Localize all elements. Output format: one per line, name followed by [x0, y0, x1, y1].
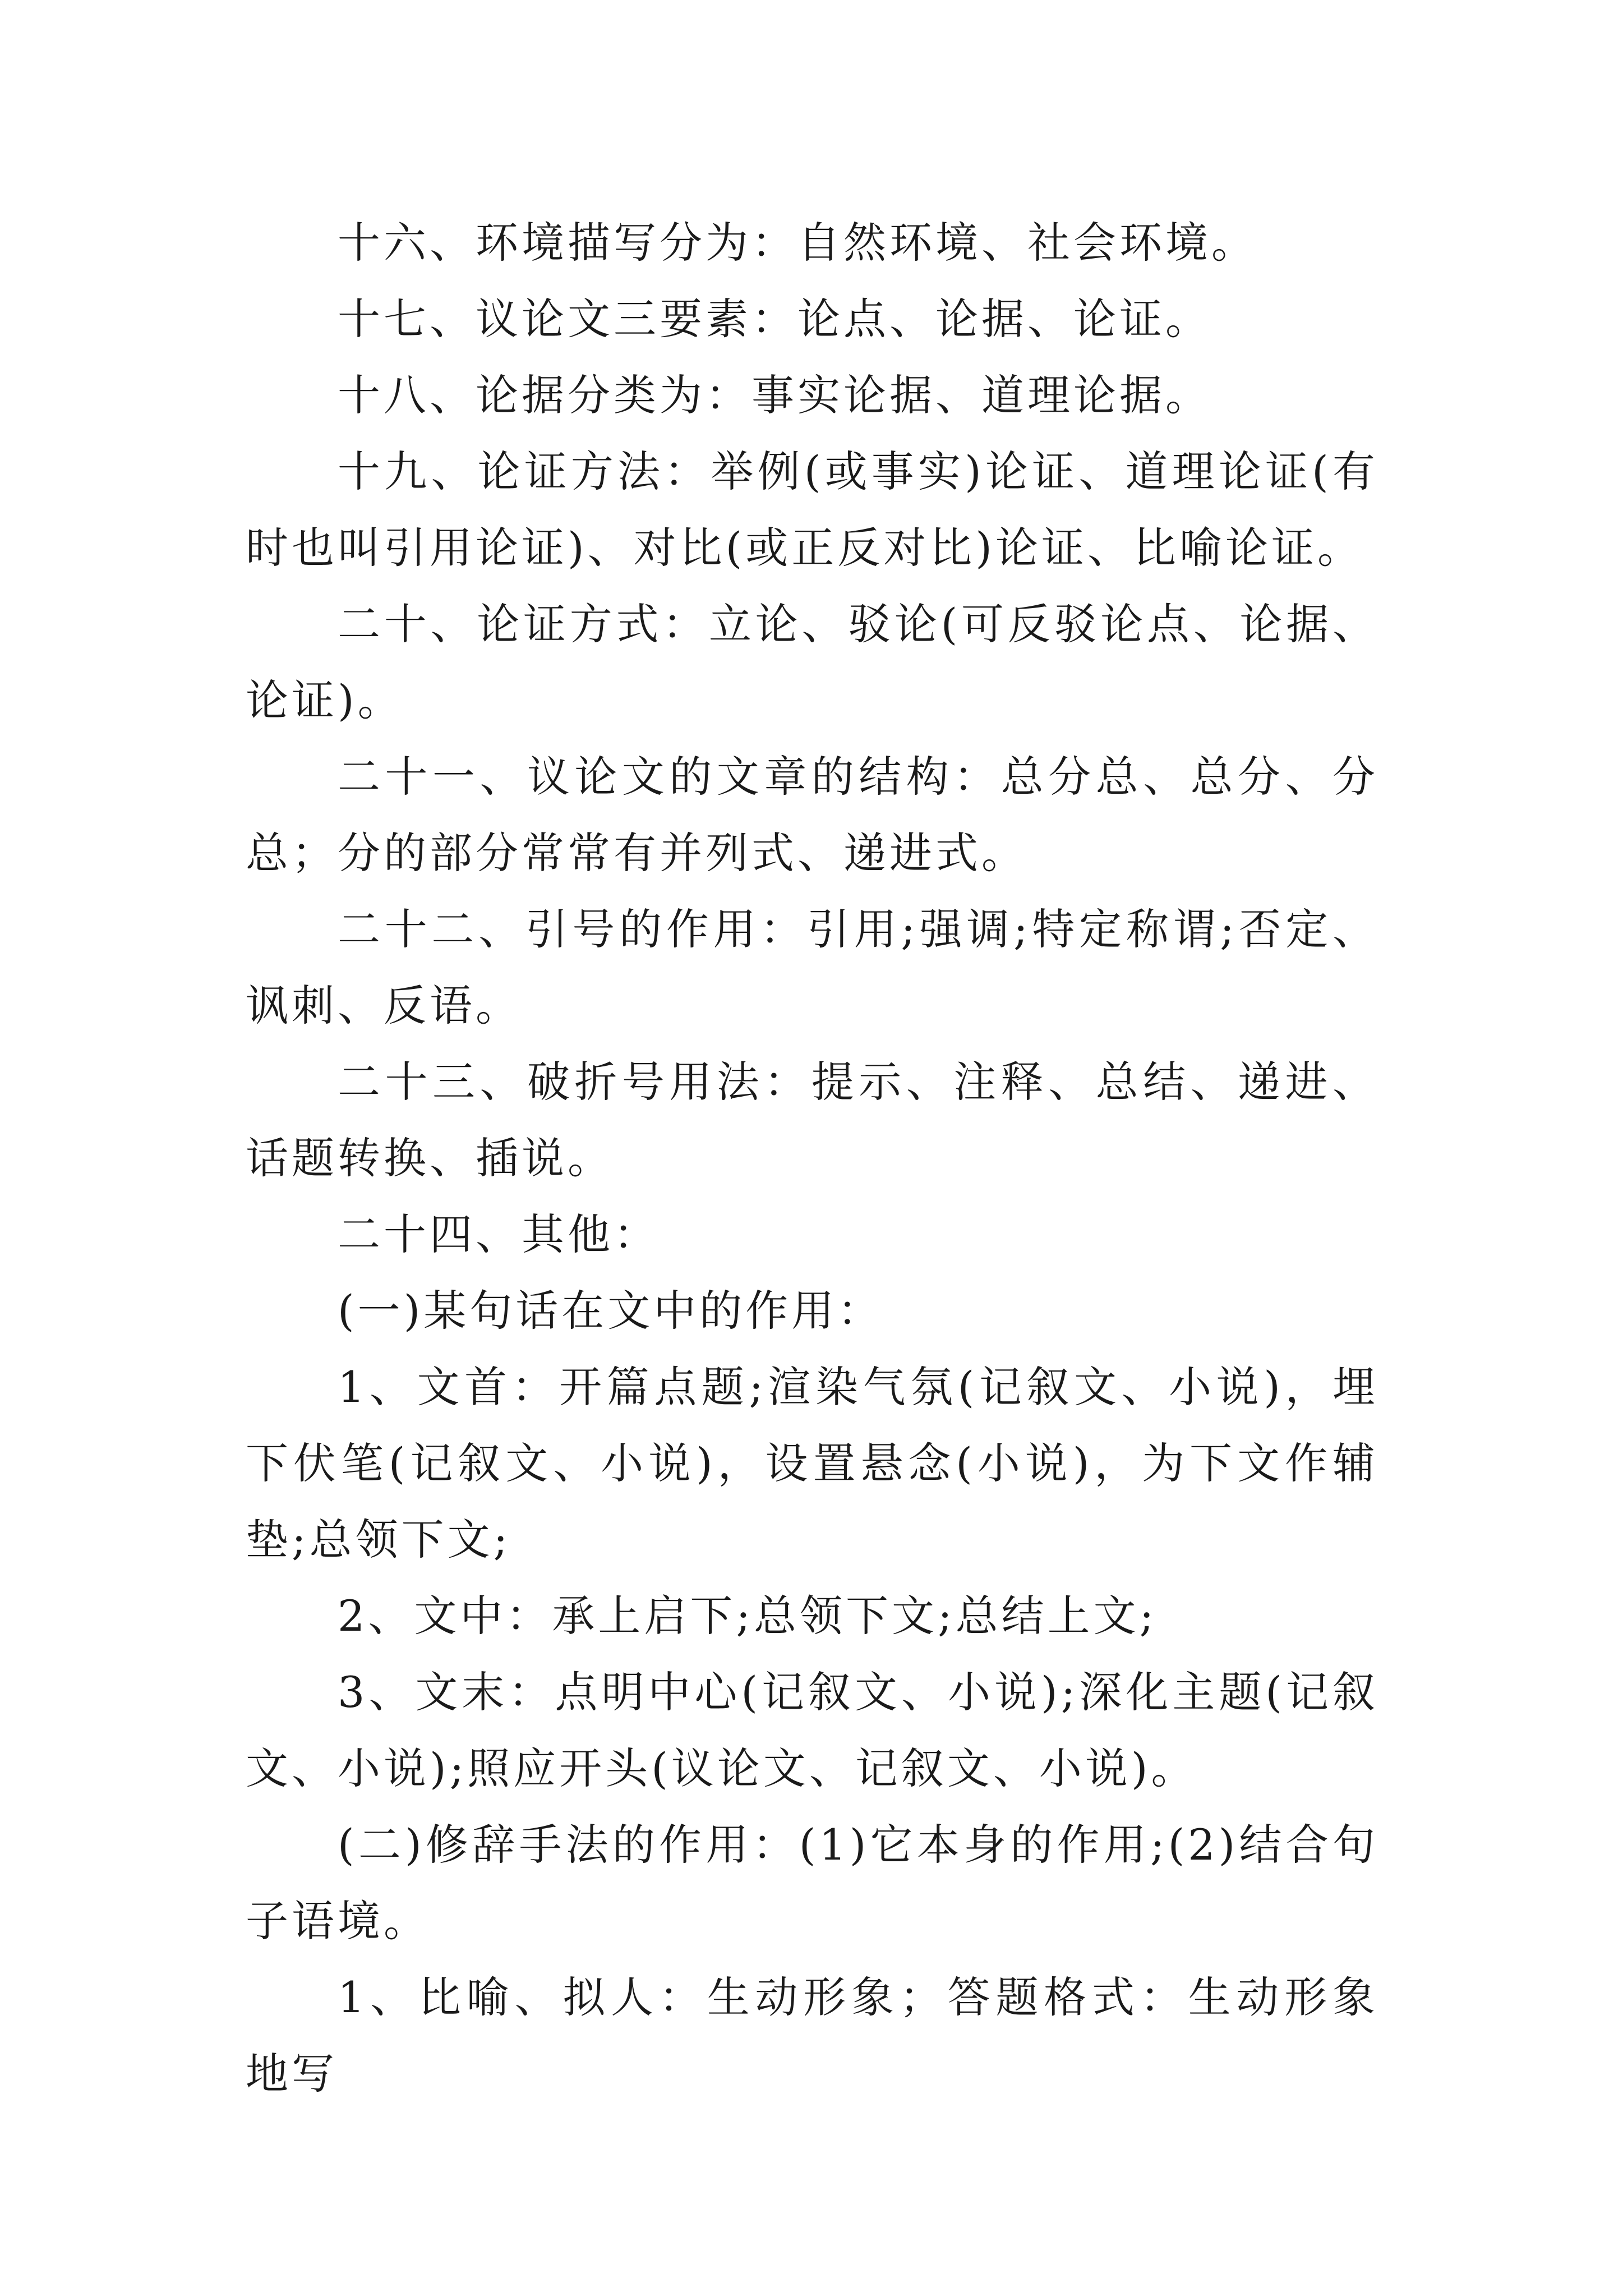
- item-1-metaphor: 1、比喻、拟人：生动形象；答题格式：生动形象地写: [246, 1972, 1378, 2099]
- paragraph-18: 十八、论据分类为：事实论据、道理论据。: [338, 370, 1211, 420]
- item-2-middle: 2、文中：承上启下;总领下文;总结上文;: [338, 1591, 1158, 1641]
- paragraph-20: 二十、论证方式：立论、驳论(可反驳论点、论据、论证)。: [246, 599, 1378, 725]
- paragraph-22: 二十二、引号的作用：引用;强调;特定称谓;否定、讽刺、反语。: [246, 904, 1378, 1030]
- paragraph-23: 二十三、破折号用法：提示、注释、总结、递进、话题转换、插说。: [246, 1057, 1378, 1183]
- paragraph-16: 十六、环境描写分为：自然环境、社会环境。: [338, 218, 1257, 268]
- paragraph-21: 二十一、议论文的文章的结构：总分总、总分、分总；分的部分常常有并列式、递进式。: [246, 752, 1378, 878]
- item-1-opening: 1、文首：开篇点题;渲染气氛(记叙文、小说)，埋下伏笔(记叙文、小说)，设置悬念(小说)，为下文作辅垫;总领下文;: [246, 1362, 1378, 1565]
- paragraph-17: 十七、议论文三要素：论点、论据、论证。: [338, 294, 1211, 344]
- paragraph-24: 二十四、其他：: [338, 1209, 660, 1259]
- document-body: [246, 205, 1378, 2112]
- subheading-1: (一)某句话在文中的作用：: [338, 1286, 884, 1336]
- item-3-ending: 3、文末：点明中心(记叙文、小说);深化主题(记叙文、小说);照应开头(议论文、记叙文、小说)。: [246, 1667, 1378, 1793]
- paragraph-19: 十九、论证方法：举例(或事实)论证、道理论证(有时也叫引用论证)、对比(或正反对比)论证、比喻论证。: [246, 447, 1378, 573]
- subheading-2: (二)修辞手法的作用：(1)它本身的作用;(2)结合句子语境。: [246, 1820, 1378, 1946]
